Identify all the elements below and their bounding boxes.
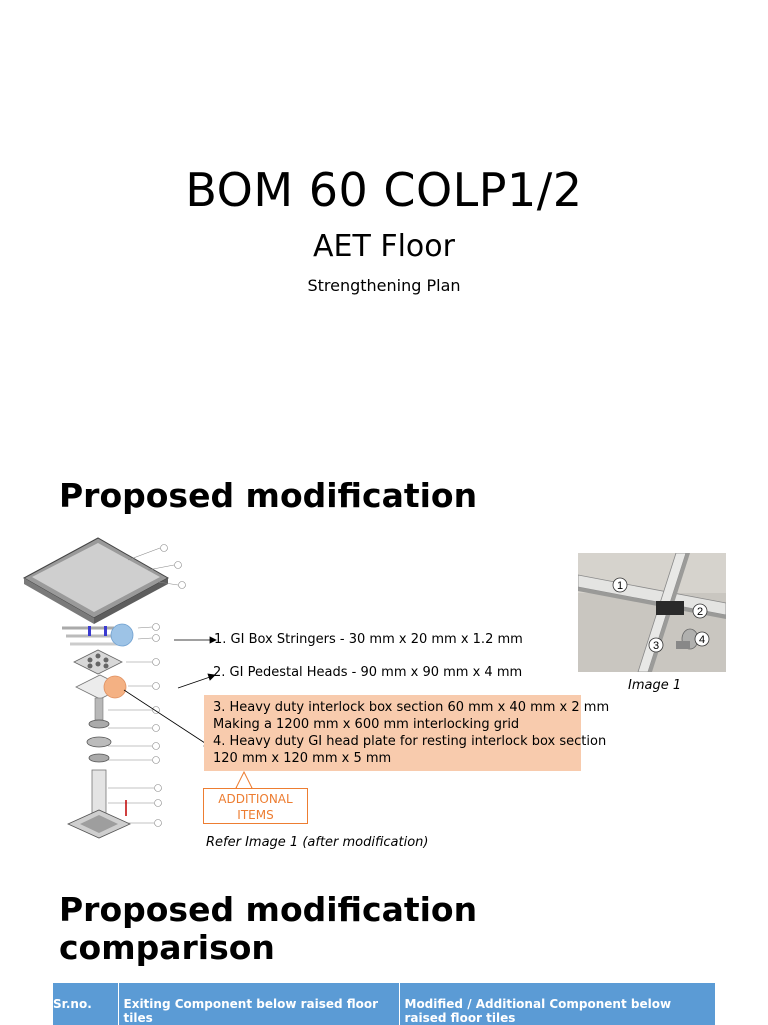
section-heading-proposed-modification: Proposed modification [59, 476, 478, 515]
table-header-srno: Sr.no. [53, 983, 118, 1025]
photo-marker-2: 2 [696, 606, 704, 618]
head-plate-highlight-circle [104, 676, 126, 698]
table-header-modified: Modified / Additional Component below raised floor tiles [399, 983, 715, 1025]
table-header-existing: Exiting Component below raised floor tiles [118, 983, 399, 1025]
callout-pointer [230, 771, 260, 789]
stringer-highlight-circle [111, 624, 133, 646]
image-caption: Image 1 [628, 678, 682, 693]
floor-tile [24, 538, 168, 624]
photo-marker-3: 3 [652, 640, 660, 652]
additional-line-1: 3. Heavy duty interlock box section 60 mm x 40 mm x 2 mm [213, 700, 610, 715]
table-header-row [53, 983, 715, 1025]
raised-floor-exploded-diagram [18, 530, 218, 840]
refer-caption: Refer Image 1 (after modification) [206, 835, 429, 850]
additional-line-4: 120 mm x 120 mm x 5 mm [213, 751, 392, 766]
additional-line-3: 4. Heavy duty GI head plate for resting interlock box section [213, 734, 607, 749]
additional-items-label-line1: ADDITIONAL [218, 792, 293, 806]
document-title: BOM 60 COLP1/2 [185, 163, 583, 217]
diagram-arrows [124, 637, 216, 748]
additional-items-callout [203, 788, 308, 824]
pedestal-stud [87, 698, 111, 762]
installed-grid-photo [578, 553, 726, 672]
comparison-table [53, 983, 716, 1025]
pedestal-head-plate [74, 650, 122, 674]
component-item-1: 1. GI Box Stringers - 30 mm x 20 mm x 1.2 mm [214, 632, 523, 647]
component-item-2: 2. GI Pedestal Heads - 90 mm x 90 mm x 4 mm [213, 665, 523, 680]
additional-items-label-line2: ITEMS [237, 808, 274, 822]
document-subtitle: AET Floor [313, 229, 455, 264]
pedestal-base [68, 810, 130, 838]
additional-line-2: Making a 1200 mm x 600 mm interlocking grid [213, 717, 520, 732]
document-tagline: Strengthening Plan [307, 276, 461, 295]
photo-marker-4: 4 [698, 634, 706, 646]
photo-marker-1: 1 [616, 580, 624, 592]
section-heading-comparison: Proposed modification comparison [59, 890, 478, 967]
additional-components-box [204, 695, 610, 771]
